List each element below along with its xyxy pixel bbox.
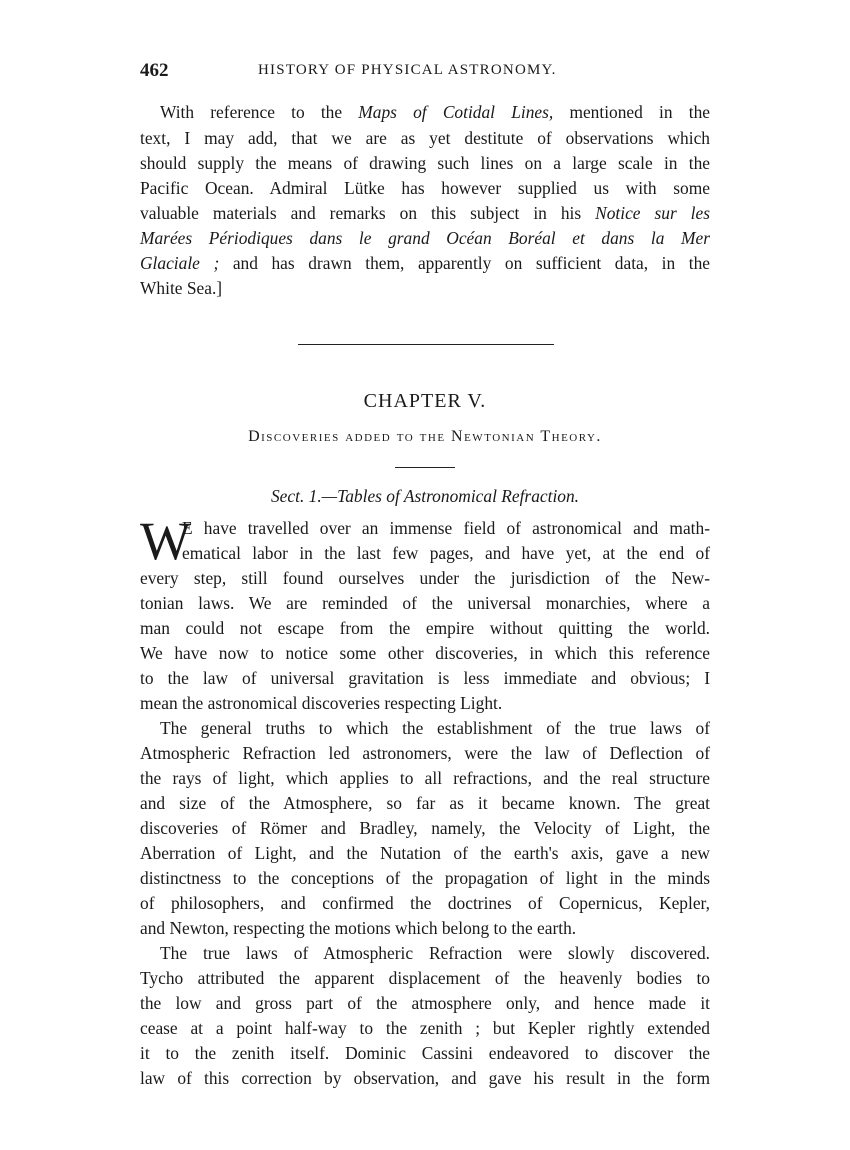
body-line: every step, still found ourselves under the jurisdiction of the New- <box>140 568 710 588</box>
body-line: tonian laws. We are reminded of the universal monarchies, where a <box>140 593 710 613</box>
note-line: Marées Périodiques dans le grand Océan Boréal et dans la Mer <box>140 228 710 248</box>
body-line: Tycho attributed the apparent displacement of the heavenly bodies to <box>140 968 710 988</box>
chapter-number: CHAPTER V. <box>363 390 487 412</box>
note-line: should supply the means of drawing such lines on a large scale in the <box>140 153 710 173</box>
body-line: the low and gross part of the atmosphere only, and hence made it <box>140 993 710 1013</box>
body-line: law of this correction by observation, and gave his result in the form <box>140 1068 710 1088</box>
body-line: of philosophers, and confirmed the doctrines of Copernicus, Kepler, <box>140 893 710 913</box>
running-title: HISTORY OF PHYSICAL ASTRONOMY. <box>258 62 557 78</box>
note-line: With reference to the Maps of Cotidal Lines, mentioned in the <box>160 102 711 122</box>
body-line: and Newton, respecting the motions which belong to the earth. <box>140 918 577 938</box>
body-line: mean the astronomical discoveries respecting Light. <box>140 693 503 713</box>
drop-cap: W <box>140 511 191 571</box>
note-line: White Sea.] <box>140 278 223 298</box>
section-title: Sect. 1.—Tables of Astronomical Refraction. <box>270 486 580 506</box>
note-line: text, I may add, that we are as yet destitute of observations which <box>140 128 710 148</box>
body-line: ematical labor in the last few pages, and have yet, at the end of <box>182 543 710 563</box>
body-line: discoveries of Römer and Bradley, namely, the Velocity of Light, the <box>140 818 710 838</box>
body-line: Aberration of Light, and the Nutation of the earth's axis, gave a new <box>140 843 710 863</box>
body-line: it to the zenith itself. Dominic Cassini endeavored to discover the <box>140 1043 710 1063</box>
note-line: Glaciale ; and has drawn them, apparently on sufficient data, in the <box>140 253 710 273</box>
note-line: Pacific Ocean. Admiral Lütke has however supplied us with some <box>140 178 710 198</box>
body-line: to the law of universal gravitation is less immediate and obvious; I <box>140 668 710 688</box>
section-divider <box>298 344 554 345</box>
body-line: E have travelled over an immense field of astronomical and math- <box>182 518 710 538</box>
body-line: man could not escape from the empire without quitting the world. <box>140 618 710 638</box>
body-line: and size of the Atmosphere, so far as it became known. The great <box>140 793 710 813</box>
body-line: cease at a point half-way to the zenith ; but Kepler rightly extended <box>140 1018 710 1038</box>
page-number: 462 <box>140 60 169 81</box>
chapter-title: Discoveries added to the Newtonian Theory. <box>248 428 602 445</box>
body-line: Atmospheric Refraction led astronomers, were the law of Deflection of <box>140 743 710 763</box>
body-line: The general truths to which the establishment of the true laws of <box>160 718 710 738</box>
body-line: We have now to notice some other discoveries, in which this reference <box>140 643 710 663</box>
body-line: distinctness to the conceptions of the propagation of light in the minds <box>140 868 710 888</box>
short-divider <box>395 467 455 468</box>
note-line: valuable materials and remarks on this subject in his Notice sur les <box>140 203 710 223</box>
body-line: The true laws of Atmospheric Refraction were slowly discovered. <box>160 943 710 963</box>
body-line: the rays of light, which applies to all refractions, and the real structure <box>140 768 710 788</box>
